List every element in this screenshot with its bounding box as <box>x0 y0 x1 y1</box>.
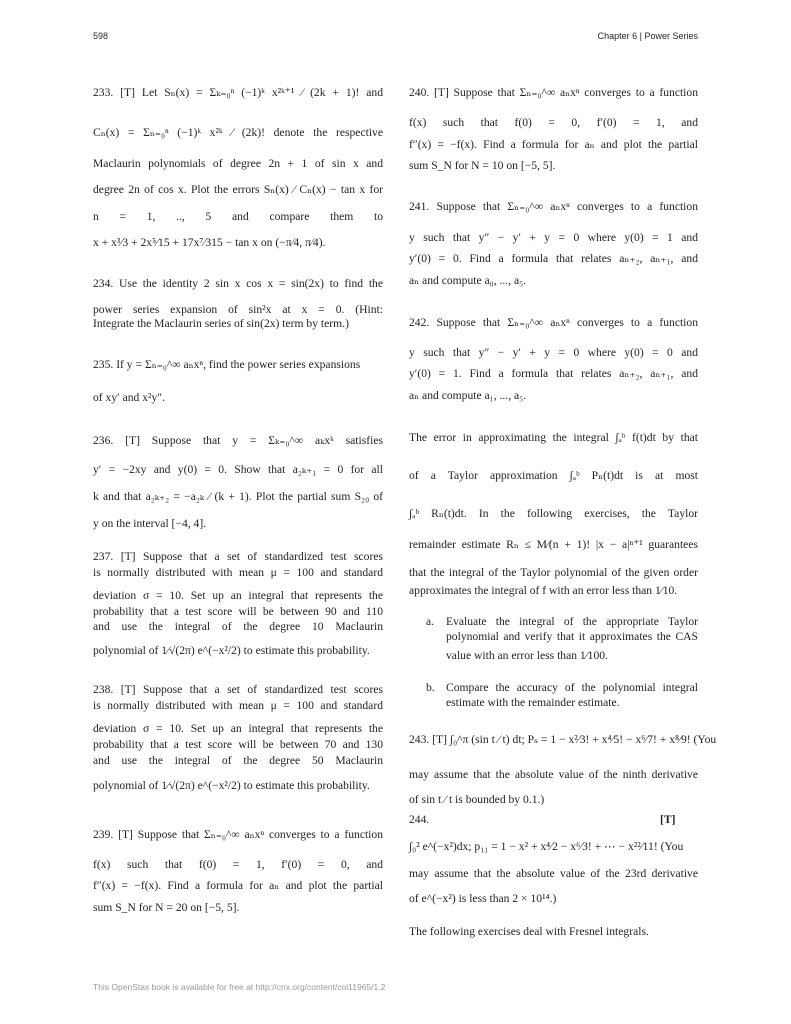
text-line: deviation σ = 10. Set up an integral that represents the <box>93 589 383 602</box>
text-line: f(x) such that f(0) = 0, f′(0) = 1, and <box>409 116 698 129</box>
text-line: 241. Suppose that Σₙ₌₀^∞ aₙxⁿ converges to a function <box>409 200 698 213</box>
text-line: is normally distributed with mean μ = 100 and standard <box>93 566 383 579</box>
text-line: Compare the accuracy of the polynomial integral <box>446 681 698 694</box>
text-line: f″(x) = −f(x). Find a formula for aₙ and plot the partial <box>93 879 383 892</box>
text-line: The error in approximating the integral ∫ₐᵇ f(t)dt by that <box>409 431 698 444</box>
text-line: 235. If y = Σₙ₌₀^∞ aₙxⁿ, find the power series expansions <box>93 358 361 371</box>
text-line: x + x³⁄3 + 2x⁵⁄15 + 17x⁷⁄315 − tan x on (−π⁄4, π⁄4). <box>93 236 326 249</box>
text-line: polynomial of 1⁄√(2π) e^(−x²/2) to estimate this probability. <box>93 779 370 792</box>
text-line: n = 1, .., 5 and compare them to <box>93 210 383 223</box>
text-line: b. <box>426 681 435 694</box>
text-line: polynomial of 1⁄√(2π) e^(−x²/2) to estimate this probability. <box>93 644 370 657</box>
text-line: f″(x) = −f(x). Find a formula for aₙ and plot the partial <box>409 138 698 151</box>
text-line: Evaluate the integral of the appropriate Taylor <box>446 615 698 628</box>
text-line: 234. Use the identity 2 sin x cos x = sin(2x) to find the <box>93 277 383 290</box>
text-line: a. <box>426 615 435 628</box>
text-line: y such that y″ − y′ + y = 0 where y(0) = 0 and <box>409 346 698 359</box>
text-line: sum S_N for N = 10 on [−5, 5]. <box>409 159 556 172</box>
text-line: Maclaurin polynomials of degree 2n + 1 of sin x and <box>93 157 383 170</box>
text-line: aₙ and compute a₁, ..., a₅. <box>409 389 527 402</box>
text-line: estimate with the remainder estimate. <box>446 696 620 709</box>
text-line: 243. [T] ∫₀^π (sin t ⁄ t) dt; Pₛ = 1 − x²⁄3! + x⁴⁄5! − x⁶⁄7! + x⁸⁄9! (You <box>409 733 717 746</box>
text-line: k and that a₂ₖ₊₂ = −a₂ₖ ⁄ (k + 1). Plot the partial sum S₂₀ of <box>93 490 383 503</box>
text-line: probability that a test score will be between 90 and 110 <box>93 605 383 618</box>
text-line: and use the integral of the degree 50 Maclaurin <box>93 754 383 767</box>
text-line: approximates the integral of f with an error less than 1⁄10. <box>409 584 678 597</box>
text-line: 244. <box>409 813 430 826</box>
text-line: may assume that the absolute value of the 23rd derivative <box>409 867 698 880</box>
text-line: of a Taylor approximation ∫ₐᵇ Pₙ(t)dt is at most <box>409 469 698 482</box>
text-line: is normally distributed with mean μ = 100 and standard <box>93 699 383 712</box>
text-line: that the integral of the Taylor polynomial of the given order <box>409 566 698 579</box>
footer-note: This OpenStax book is available for free at http://cnx.org/content/col11965/1.2 <box>93 982 386 992</box>
text-line: Integrate the Maclaurin series of sin(2x) term by term.) <box>93 317 349 330</box>
chapter-title: Chapter 6 | Power Series <box>597 31 698 41</box>
text-line: 237. [T] Suppose that a set of standardized test scores <box>93 550 383 563</box>
text-line: y such that y″ − y′ + y = 0 where y(0) = 1 and <box>409 231 698 244</box>
text-line: Cₙ(x) = Σₙ₌₀ⁿ (−1)ᵏ x²ᵏ ⁄ (2k)! denote the respective <box>93 126 383 139</box>
text-line: power series expansion of sin²x at x = 0. (Hint: <box>93 303 383 316</box>
text-line: 239. [T] Suppose that Σₙ₌₀^∞ aₙxⁿ converges to a function <box>93 828 383 841</box>
text-line: ∫ₐᵇ Rₙ(t)dt. In the following exercises, the Taylor <box>409 507 698 520</box>
text-line: sum S_N for N = 20 on [−5, 5]. <box>93 901 240 914</box>
text-line: 236. [T] Suppose that y = Σₖ₌₀^∞ aₖxᵏ satisfies <box>93 434 383 447</box>
text-line: 242. Suppose that Σₙ₌₀^∞ aₙxⁿ converges to a function <box>409 316 698 329</box>
page-number: 598 <box>93 31 109 41</box>
text-line: y′(0) = 1. Find a formula that relates aₙ₊₂, aₙ₊₁, and <box>409 367 698 380</box>
text-line: [T] <box>660 813 676 826</box>
text-line: f(x) such that f(0) = 1, f′(0) = 0, and <box>93 858 383 871</box>
text-line: of sin t ⁄ t is bounded by 0.1.) <box>409 793 545 806</box>
text-line: 238. [T] Suppose that a set of standardized test scores <box>93 683 383 696</box>
text-line: of e^(−x²) is less than 2 × 10¹⁴.) <box>409 892 557 905</box>
text-line: degree 2n of cos x. Plot the errors Sₙ(x) ⁄ Cₙ(x) − tan x for <box>93 183 383 196</box>
text-line: y′(0) = 0. Find a formula that relates aₙ₊₂, aₙ₊₁, and <box>409 252 698 265</box>
text-line: probability that a test score will be between 70 and 130 <box>93 738 383 751</box>
text-line: polynomial and verify that it approximates the CAS <box>446 630 698 643</box>
text-line: y on the interval [−4, 4]. <box>93 517 207 530</box>
text-line: of xy′ and x²y″. <box>93 391 166 404</box>
text-line: deviation σ = 10. Set up an integral that represents the <box>93 722 383 735</box>
text-line: y′ = −2xy and y(0) = 0. Show that a₂ₖ₊₁ = 0 for all <box>93 463 383 476</box>
text-line: may assume that the absolute value of the ninth derivative <box>409 768 698 781</box>
text-line: 240. [T] Suppose that Σₙ₌₀^∞ aₙxⁿ converges to a function <box>409 86 698 99</box>
text-line: ∫₀² e^(−x²)dx; p₁₁ = 1 − x² + x⁴⁄2 − x⁶⁄3! + ⋯ − x²²⁄11! (You <box>409 840 684 853</box>
text-line: remainder estimate Rₙ ≤ M⁄(n + 1)! |x − a|ⁿ⁺¹ guarantees <box>409 538 698 551</box>
text-line: value with an error less than 1⁄100. <box>446 649 608 662</box>
text-line: and use the integral of the degree 10 Maclaurin <box>93 620 383 633</box>
text-line: 233. [T] Let Sₙ(x) = Σₖ₌₀ⁿ (−1)ᵏ x²ᵏ⁺¹ ⁄ (2k + 1)! and <box>93 86 383 99</box>
text-line: The following exercises deal with Fresnel integrals. <box>409 925 649 938</box>
text-line: aₙ and compute a₀, ..., a₅. <box>409 274 527 287</box>
